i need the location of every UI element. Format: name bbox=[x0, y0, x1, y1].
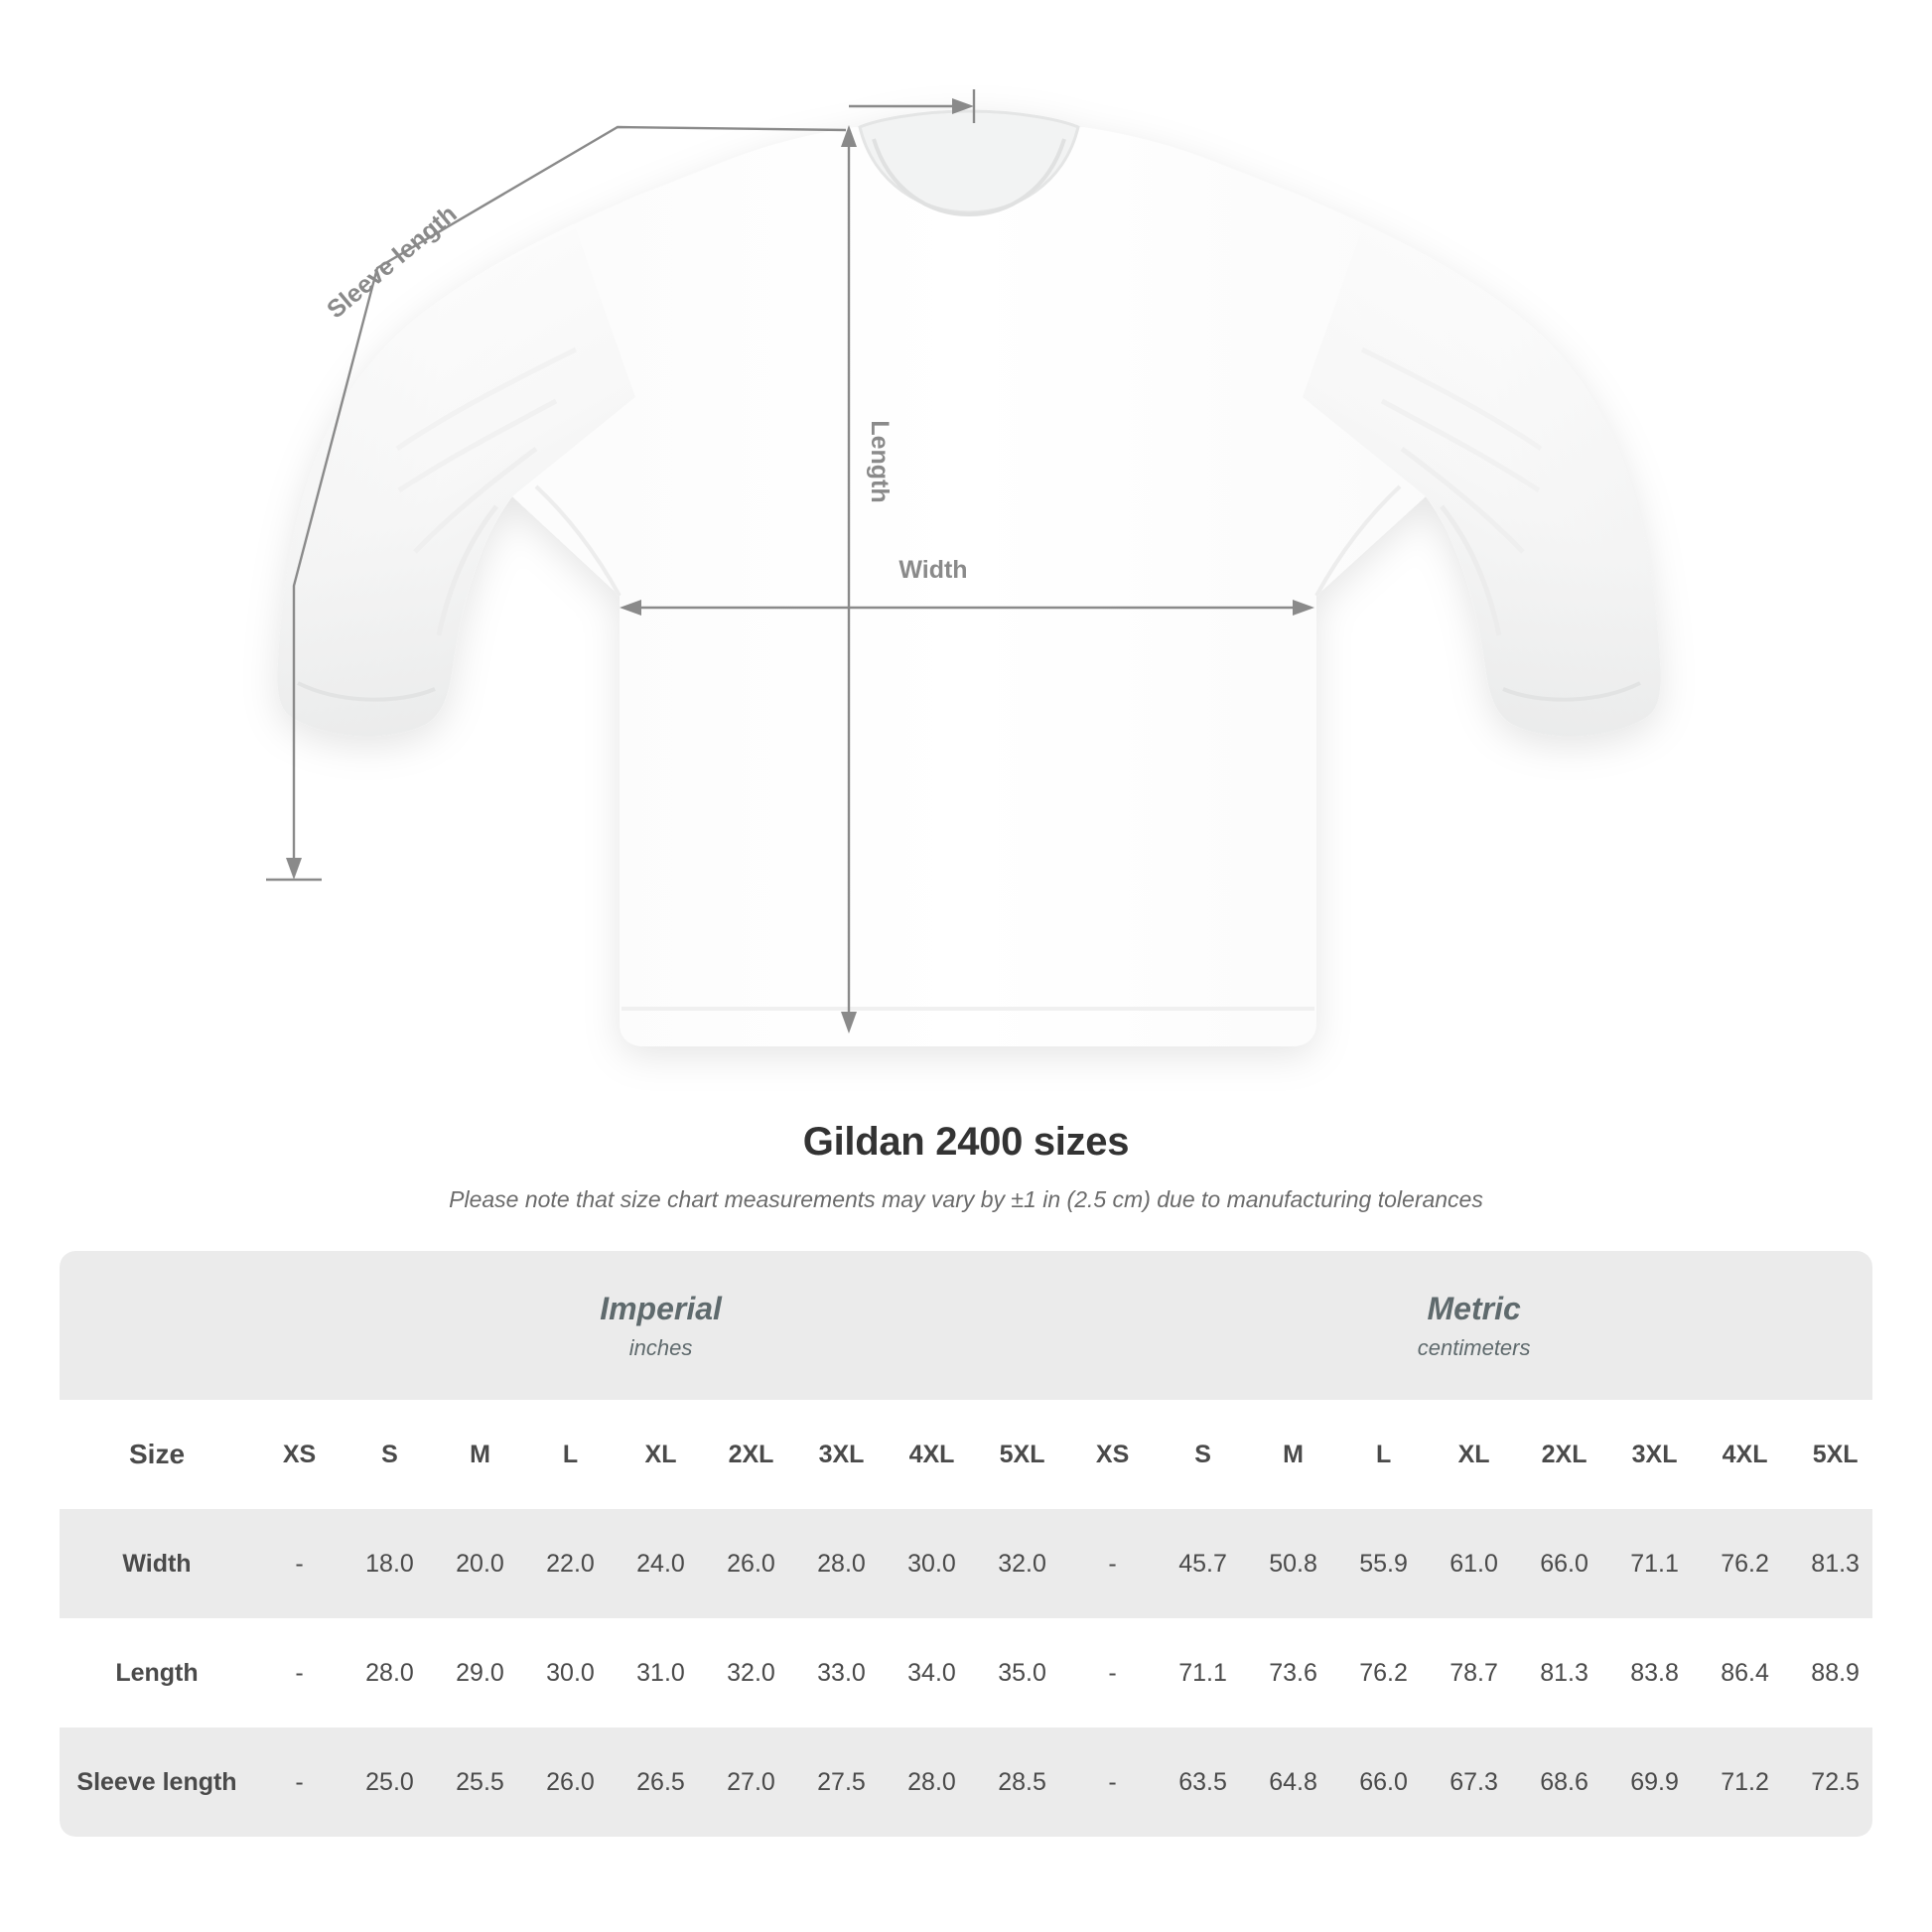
cell-width-imperial-2: 20.0 bbox=[435, 1509, 525, 1618]
cell-width-metric-6: 71.1 bbox=[1609, 1509, 1700, 1618]
length-label: Length bbox=[866, 420, 894, 503]
cell-length-imperial-5: 32.0 bbox=[706, 1618, 796, 1727]
chart-title: Gildan 2400 sizes bbox=[802, 1120, 1130, 1164]
size-header-label: Size bbox=[60, 1400, 254, 1509]
title-block bbox=[0, 1120, 1932, 1213]
cell-width-metric-7: 76.2 bbox=[1700, 1509, 1790, 1618]
cell-width-imperial-6: 28.0 bbox=[796, 1509, 887, 1618]
cell-sleeve-imperial-1: 25.0 bbox=[345, 1727, 435, 1837]
size-header-imperial-7: 4XL bbox=[887, 1400, 977, 1509]
cell-width-metric-0: - bbox=[1067, 1509, 1158, 1618]
size-header-metric-6: 3XL bbox=[1609, 1400, 1700, 1509]
shirt-shape bbox=[278, 111, 1661, 1046]
cell-width-imperial-4: 24.0 bbox=[616, 1509, 706, 1618]
cell-width-metric-8: 81.3 bbox=[1790, 1509, 1872, 1618]
cell-length-metric-7: 86.4 bbox=[1700, 1618, 1790, 1727]
size-header-metric-8: 5XL bbox=[1790, 1400, 1872, 1509]
table-row bbox=[60, 1618, 1872, 1727]
cell-sleeve-imperial-4: 26.5 bbox=[616, 1727, 706, 1837]
size-header-imperial-8: 5XL bbox=[977, 1400, 1067, 1509]
cell-width-metric-4: 61.0 bbox=[1429, 1509, 1519, 1618]
size-table bbox=[60, 1251, 1872, 1837]
size-header-imperial-1: S bbox=[345, 1400, 435, 1509]
cell-width-imperial-7: 30.0 bbox=[887, 1509, 977, 1618]
cell-length-metric-0: - bbox=[1067, 1618, 1158, 1727]
cell-width-metric-5: 66.0 bbox=[1519, 1509, 1609, 1618]
cell-sleeve-metric-3: 66.0 bbox=[1338, 1727, 1429, 1837]
cell-sleeve-imperial-3: 26.0 bbox=[525, 1727, 616, 1837]
cell-length-metric-6: 83.8 bbox=[1609, 1618, 1700, 1727]
cell-sleeve-imperial-7: 28.0 bbox=[887, 1727, 977, 1837]
cell-sleeve-imperial-6: 27.5 bbox=[796, 1727, 887, 1837]
cell-length-imperial-0: - bbox=[254, 1618, 345, 1727]
cell-length-metric-4: 78.7 bbox=[1429, 1618, 1519, 1727]
cell-sleeve-metric-0: - bbox=[1067, 1727, 1158, 1837]
cell-width-imperial-0: - bbox=[254, 1509, 345, 1618]
cell-sleeve-imperial-8: 28.5 bbox=[977, 1727, 1067, 1837]
cell-length-metric-5: 81.3 bbox=[1519, 1618, 1609, 1727]
cell-sleeve-imperial-5: 27.0 bbox=[706, 1727, 796, 1837]
unit-group-imperial bbox=[254, 1251, 1067, 1400]
size-header-metric-4: XL bbox=[1429, 1400, 1519, 1509]
chart-subtitle: Please note that size chart measurements may vary by ±1 in (2.5 cm) due to manufacturing tolerances bbox=[449, 1186, 1483, 1212]
size-header-metric-0: XS bbox=[1067, 1400, 1158, 1509]
cell-sleeve-metric-4: 67.3 bbox=[1429, 1727, 1519, 1837]
cell-length-imperial-7: 34.0 bbox=[887, 1618, 977, 1727]
cell-sleeve-imperial-0: - bbox=[254, 1727, 345, 1837]
width-label: Width bbox=[898, 556, 968, 584]
cell-width-imperial-5: 26.0 bbox=[706, 1509, 796, 1618]
cell-length-metric-2: 73.6 bbox=[1248, 1618, 1338, 1727]
size-header-imperial-4: XL bbox=[616, 1400, 706, 1509]
table-row bbox=[60, 1727, 1872, 1837]
unit-corner-cell bbox=[60, 1251, 254, 1400]
size-header-metric-7: 4XL bbox=[1700, 1400, 1790, 1509]
cell-length-imperial-4: 31.0 bbox=[616, 1618, 706, 1727]
cell-width-imperial-1: 18.0 bbox=[345, 1509, 435, 1618]
size-header-imperial-6: 3XL bbox=[796, 1400, 887, 1509]
cell-sleeve-metric-1: 63.5 bbox=[1158, 1727, 1248, 1837]
size-header-imperial-5: 2XL bbox=[706, 1400, 796, 1509]
cell-width-imperial-3: 22.0 bbox=[525, 1509, 616, 1618]
unit-group-imperial-name: Imperial bbox=[600, 1290, 722, 1326]
size-header-imperial-3: L bbox=[525, 1400, 616, 1509]
cell-length-imperial-1: 28.0 bbox=[345, 1618, 435, 1727]
cell-length-imperial-2: 29.0 bbox=[435, 1618, 525, 1727]
cell-sleeve-metric-5: 68.6 bbox=[1519, 1727, 1609, 1837]
cell-width-metric-1: 45.7 bbox=[1158, 1509, 1248, 1618]
size-header-metric-2: M bbox=[1248, 1400, 1338, 1509]
cell-sleeve-metric-6: 69.9 bbox=[1609, 1727, 1700, 1837]
unit-header-row bbox=[60, 1251, 1872, 1400]
cell-width-metric-3: 55.9 bbox=[1338, 1509, 1429, 1618]
size-header-metric-3: L bbox=[1338, 1400, 1429, 1509]
cell-width-imperial-8: 32.0 bbox=[977, 1509, 1067, 1618]
unit-group-imperial-sub: inches bbox=[628, 1335, 693, 1361]
cell-length-imperial-6: 33.0 bbox=[796, 1618, 887, 1727]
table-row bbox=[60, 1509, 1872, 1618]
unit-group-metric-sub: centimeters bbox=[1417, 1335, 1531, 1361]
size-header-imperial-0: XS bbox=[254, 1400, 345, 1509]
cell-sleeve-metric-7: 71.2 bbox=[1700, 1727, 1790, 1837]
cell-sleeve-metric-8: 72.5 bbox=[1790, 1727, 1872, 1837]
size-header-metric-5: 2XL bbox=[1519, 1400, 1609, 1509]
cell-length-imperial-8: 35.0 bbox=[977, 1618, 1067, 1727]
cell-sleeve-imperial-2: 25.5 bbox=[435, 1727, 525, 1837]
unit-group-metric-name: Metric bbox=[1427, 1290, 1521, 1326]
cell-width-metric-2: 50.8 bbox=[1248, 1509, 1338, 1618]
size-table-wrapper bbox=[60, 1251, 1872, 1837]
row-label-length: Length bbox=[60, 1618, 254, 1727]
row-label-sleeve-length: Sleeve length bbox=[60, 1727, 254, 1837]
cell-length-metric-1: 71.1 bbox=[1158, 1618, 1248, 1727]
size-header-metric-1: S bbox=[1158, 1400, 1248, 1509]
row-label-width: Width bbox=[60, 1509, 254, 1618]
unit-group-metric bbox=[1067, 1251, 1872, 1400]
cell-length-metric-8: 88.9 bbox=[1790, 1618, 1872, 1727]
cell-sleeve-metric-2: 64.8 bbox=[1248, 1727, 1338, 1837]
cell-length-metric-3: 76.2 bbox=[1338, 1618, 1429, 1727]
cell-length-imperial-3: 30.0 bbox=[525, 1618, 616, 1727]
sleeve-length-label: Sleeve length bbox=[322, 200, 463, 325]
size-header-row bbox=[60, 1400, 1872, 1509]
size-header-imperial-2: M bbox=[435, 1400, 525, 1509]
